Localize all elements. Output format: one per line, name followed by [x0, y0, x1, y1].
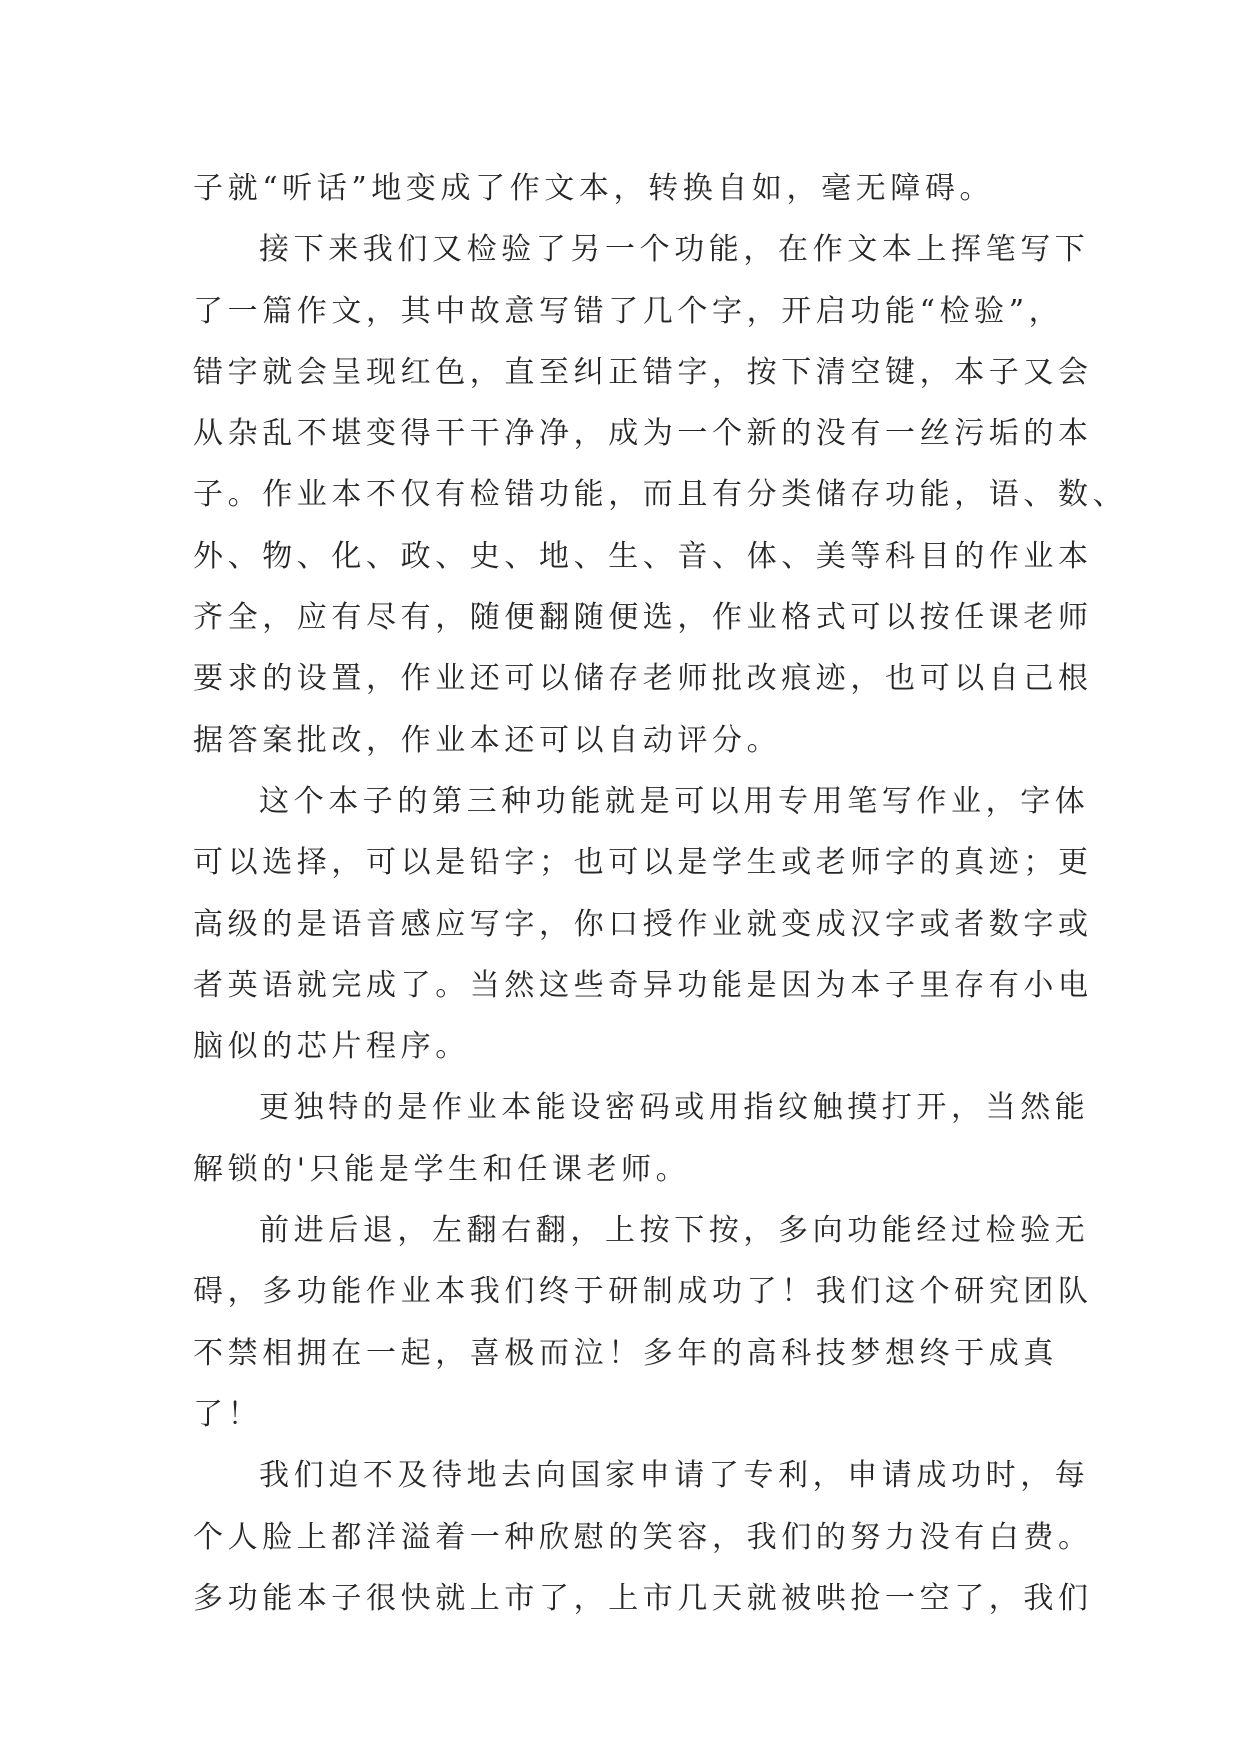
- text-line: 个人脸上都洋溢着一种欣慰的笑容，我们的努力没有白费。: [193, 1519, 1093, 1555]
- text-line: 更独特的是作业本能设密码或用指纹触摸打开，当然能: [259, 1090, 1090, 1126]
- text-line: 了一篇作文，其中故意写错了几个字，开启功能“检验”，: [193, 293, 1064, 329]
- text-line: 不禁相拥在一起，喜极而泣！多年的高科技梦想终于成真: [193, 1335, 1058, 1371]
- text-line: 解锁的'只能是学生和任课老师。: [193, 1151, 691, 1187]
- document-body: [193, 158, 1128, 1629]
- text-line: 前进后退，左翻右翻，上按下按，多向功能经过检验无: [259, 1213, 1090, 1249]
- text-line: 高级的是语音感应写字，你口授作业就变成汉字或者数字或: [193, 906, 1093, 942]
- text-line: 者英语就完成了。当然这些奇异功能是因为本子里存有小电: [193, 967, 1093, 1003]
- text-line: 接下来我们又检验了另一个功能，在作文本上挥笔写下: [259, 232, 1090, 268]
- text-line: 多功能本子很快就上市了，上市几天就被哄抢一空了，我们: [193, 1580, 1093, 1616]
- text-line: 这个本子的第三种功能就是可以用专用笔写作业，字体: [259, 783, 1090, 819]
- text-line: 子。作业本不仅有检错功能，而且有分类储存功能，语、数、: [193, 477, 1128, 513]
- text-line: 碍，多功能作业本我们终于研制成功了！我们这个研究团队: [193, 1274, 1093, 1310]
- text-line: 错字就会呈现红色，直至纠正错字，按下清空键，本子又会: [193, 354, 1093, 390]
- text-line: 了！: [193, 1396, 263, 1432]
- text-line: 齐全，应有尽有，随便翻随便选，作业格式可以按任课老师: [193, 600, 1093, 636]
- text-line: 我们迫不及待地去向国家申请了专利，申请成功时，每: [259, 1458, 1090, 1494]
- text-line: 外、物、化、政、史、地、生、音、体、美等科目的作业本: [193, 538, 1093, 574]
- text-line: 可以选择，可以是铅字；也可以是学生或老师字的真迹；更: [193, 845, 1093, 881]
- text-line: 子就“听话”地变成了作文本，转换自如，毫无障碍。: [193, 171, 995, 206]
- text-line: 据答案批改，作业本还可以自动评分。: [193, 722, 782, 758]
- text-line: 要求的设置，作业还可以储存老师批改痕迹，也可以自己根: [193, 661, 1093, 697]
- text-line: 脑似的芯片程序。: [193, 1029, 470, 1065]
- text-line: 从杂乱不堪变得干干净净，成为一个新的没有一丝污垢的本: [193, 416, 1093, 452]
